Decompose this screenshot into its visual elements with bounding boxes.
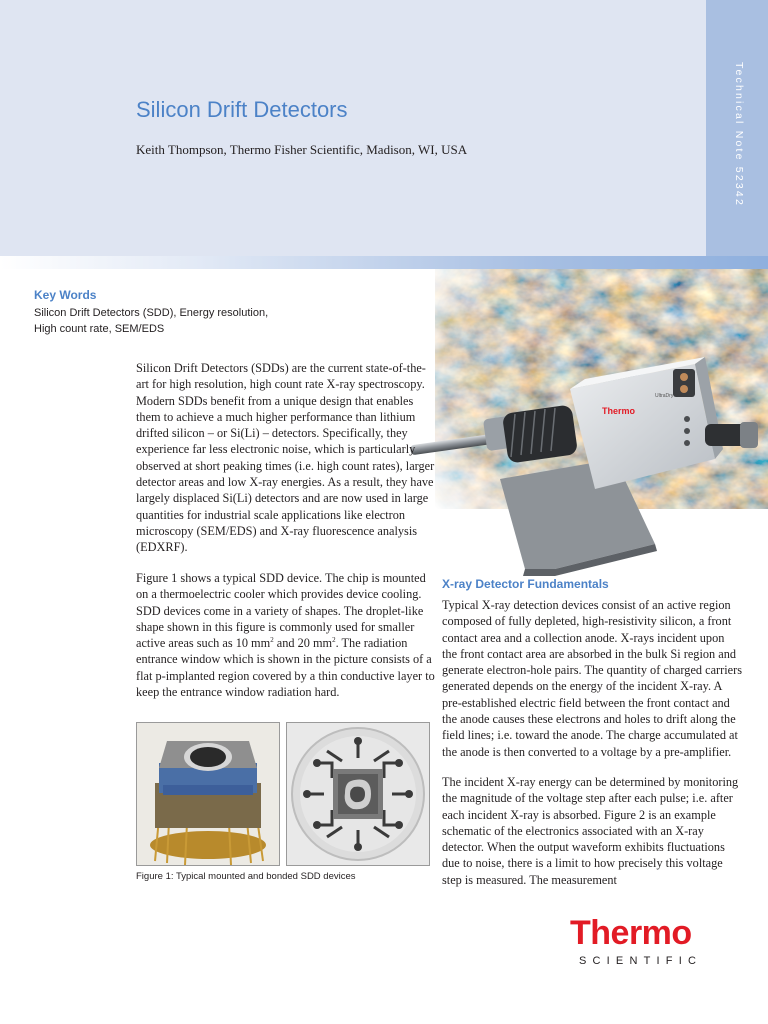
bonded-sdd-chip-icon (287, 723, 429, 865)
figure-description-text-b: and 20 mm (273, 636, 333, 651)
superscript-squared: 2 (332, 636, 336, 645)
figure-description-text-c: . The radiation entrance window which is shown in the picture consists of a flat p-implanted region covered by a thin conductive layer to keep the entrance window radiation hard. (136, 636, 435, 700)
header-gradient-divider (0, 256, 768, 269)
technical-note-tab (706, 0, 768, 256)
device-brand-label: Thermo (602, 406, 636, 416)
intro-paragraph: Silicon Drift Detectors (SDDs) are the current state-of-the-art for high resolution, high count rate X-ray spectroscopy. Modern SDDs benefit from a unique design that enables them to achieve a much higher performance than lithium drifted silicon – or Si(Li) – detectors. Specifically, they experience far less electronic noise, which is particularly observed at short peaking times (i.e. high count rates), larger detector areas and low X-ray energies. As a result, they have largely displaced Si(Li) detectors and are now used in large quantities for industrial scale applications like electron microscopy (SEM/EDS) and X-ray fluorescence analysis (EDXRF). (136, 361, 435, 555)
detector-product-photo (405, 269, 768, 576)
fundamentals-paragraph-2: The incident X-ray energy can be determined by monitoring the magnitude of the voltage step after each pulse; i.e. after each incident X-ray is absorbed. Figure 2 is an example schematic of the electronics associated with an X-ray detector. When the output waveform exhibits fluctuations due to noise, there is a limit to how precisely this voltage step is measured. The measurement (442, 775, 739, 887)
figure-description-text-a: Figure 1 shows a typical SDD device. The chip is mounted on a thermoelectric cooler which provides device cooling. SDD devices come in a variety of shapes. The droplet-like shape shown in this figure is commonly used for smaller active areas such as 10 mm (136, 571, 426, 651)
superscript-squared: 2 (270, 636, 274, 645)
author-line: Keith Thompson, Thermo Fisher Scientific, Madison, WI, USA (136, 142, 468, 157)
scientific-logo-subtitle: SCIENTIFIC (579, 955, 703, 967)
device-model-label: UltraDry (655, 393, 674, 399)
thermo-logo-wordmark: Thermo (570, 914, 692, 952)
section-heading-fundamentals: X-ray Detector Fundamentals (442, 577, 609, 591)
page-title: Silicon Drift Detectors (136, 97, 348, 122)
figure-1-bonded-sdd-photo (286, 722, 430, 866)
keywords-list (34, 305, 324, 337)
fundamentals-paragraph-1: Typical X-ray detection devices consist of an active region composed of fully depleted, high-resistivity silicon, a front contact area and a collection anode. X-rays incident upon the front contact area are absorbed in the bulk Si region and generate electron-hole pairs. The quantity of charged carriers generated depends on the energy of the incident X-ray. A pre-established electric field between the front contact and the anode causes these electrons and holes to drift along the field lines; i.e. toward the anode. The charge accumulated at the anode is then converted to a voltage by a pre-amplifier. (442, 598, 742, 759)
keywords-line-2: High count rate, SEM/EDS (34, 323, 165, 335)
header-band (0, 0, 706, 256)
figure-1-caption: Figure 1: Typical mounted and bonded SDD devices (136, 871, 356, 882)
mounted-sdd-device-icon (137, 723, 279, 865)
technical-note-label: Technical Note 52342 (733, 62, 745, 207)
keywords-heading: Key Words (34, 288, 97, 302)
keywords-line-1: Silicon Drift Detectors (SDD), Energy resolution, (34, 307, 269, 319)
figure-1-mounted-sdd-photo (136, 722, 280, 866)
figure-description-paragraph (136, 570, 436, 700)
